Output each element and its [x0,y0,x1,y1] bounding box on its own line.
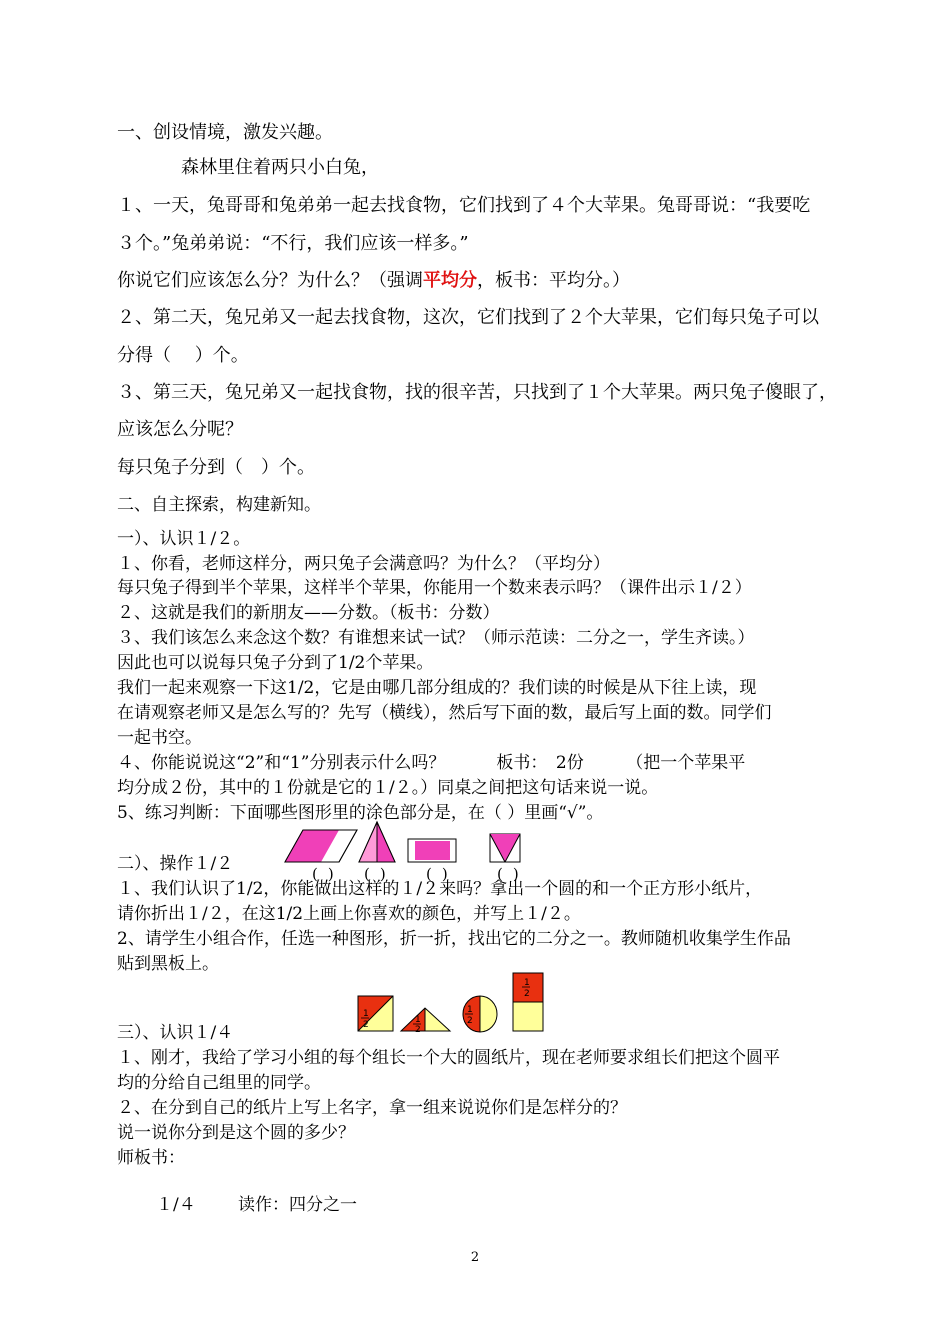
sub3-line-5: 师板书： [117,1148,185,1168]
board-reading: 读作：四分之一 [238,1195,357,1215]
section1-intro: 森林里住着两只小白兔， [181,157,379,178]
sub1-line-8: 一起书空。 [117,728,202,748]
sub1-line-11: 5、练习判断：下面哪些图形里的涂色部分是，在（ ）里画“√”。 [117,803,604,823]
work-circle-light [480,996,497,1032]
sub1-line-10: 均分成２份，其中的１份就是它的１/２。）同桌之间把这句话来说一说。 [117,778,659,798]
subsection-3-heading: 三）、认识１/４ [117,1023,234,1043]
paragraph-3-line-2: 应该怎么分呢？ [117,419,243,440]
paren-close: ) [512,865,519,883]
sub1-line-1: １、你看，老师这样分，两只兔子会满意吗？为什么？（平均分） [117,554,610,574]
work-triangle-fraction-num: 1 [415,1015,421,1025]
sub1-line-9: ４、你能说说这“2”和“1”分别表示什么吗？ 板书： 2份 （把一个苹果平 [117,753,746,773]
paren-open: ( [426,865,432,883]
subsection-2-heading: 二）、操作１/２ [117,854,234,874]
sub2-line-4: 贴到黑板上。 [117,954,219,974]
question-1-before: 你说它们应该怎么分？为什么？（强调 [117,270,423,291]
highlight-average-division: 平均分 [423,270,477,291]
sub1-line-5: 因此也可以说每只兔子分到了1/2个苹果。 [117,653,434,673]
question-1 [117,270,630,292]
work-square-fraction-den: 2 [363,1020,369,1030]
parallelogram-shaded-part [285,830,339,862]
square-shaded-part [490,834,520,862]
sub1-line-6: 我们一起来观察一下这1/2，它是由哪几部分组成的？我们读的时候是从下往上读，现 [117,678,757,698]
sub1-line-7: 在请观察老师又是怎么写的？先写（横线），然后写下面的数，最后写上面的数。同学们 [117,703,772,723]
question-3: 每只兔子分到（ ）个。 [117,457,315,478]
work-rect-fraction-num: 1 [524,978,530,988]
sub3-line-1: １、刚才，我给了学习小组的每个组长一个大的圆纸片，现在老师要求组长们把这个圆平 [117,1048,780,1068]
section2-heading: 二、自主探索，构建新知。 [117,495,321,515]
board-fraction: １/４ [156,1195,196,1215]
paren-close: ) [327,865,334,883]
paren-open: ( [497,865,503,883]
page-number: 2 [470,1250,480,1265]
work-triangle-fraction-den: 2 [415,1025,421,1035]
sub3-line-4: 说一说你分到是这个圆的多少？ [117,1123,355,1143]
student-work-shapes [355,970,550,1035]
work-circle-fraction-num: 1 [467,1005,473,1015]
work-square-fraction-num: 1 [363,1009,369,1019]
paragraph-1-line-2: ３个。”兔弟弟说：“不行，我们应该一样多。” [117,233,469,254]
sub1-line-4: ３、我们该怎么来念这个数？有谁想来试一试？（师示范读：二分之一，学生齐读。） [117,628,755,648]
sub3-line-3: ２、在分到自己的纸片上写上名字，拿一组来说说你们是怎样分的？ [117,1098,627,1118]
work-rect-fraction-den: 2 [524,989,530,999]
work-circle-fraction-den: 2 [467,1016,473,1026]
paren-open: ( [312,865,318,883]
section1-heading: 一、创设情境，激发兴趣。 [117,122,333,143]
sub1-line-2: 每只兔子得到半个苹果，这样半个苹果，你能用一个数来表示吗？（课件出示１/２） [117,578,752,598]
paren-open: ( [364,865,370,883]
question-1-after: ，板书：平均分。） [477,270,630,291]
paragraph-3-line-1: ３、第三天，兔兄弟又一起找食物，找的很辛苦，只找到了１个大苹果。两只兔子傻眼了， [117,382,837,403]
paren-close: ) [441,865,448,883]
paragraph-2-line-1: ２、第二天，兔兄弟又一起去找食物，这次，它们找到了２个大苹果，它们每只兔子可以 [117,307,819,328]
rectangle-shaded-part [415,841,450,860]
paren-close: ) [379,865,386,883]
work-rect-light [513,1002,543,1031]
sub3-line-2: 均的分给自己组里的同学。 [117,1073,321,1093]
paragraph-2-line-2: 分得（ ）个。 [117,345,249,366]
paragraph-1-line-1: １、一天，兔哥哥和兔弟弟一起去找食物，它们找到了４个大苹果。兔哥哥说：“我要吃 [117,195,811,216]
sub2-line-3: 2、请学生小组合作，任选一种图形，折一折，找出它的二分之一。教师随机收集学生作品 [117,929,791,949]
sub1-line-3: ２、这就是我们的新朋友——分数。（板书：分数） [117,603,500,623]
sub2-line-2: 请你折出１/２，在这1/2上画上你喜欢的颜色，并写上１/２。 [117,904,581,924]
subsection-1-heading: 一）、认识１/２。 [117,529,251,549]
sub2-line-1: １、我们认识了1/2，你能做出这样的１/２来吗？拿出一个圆的和一个正方形小纸片， [117,879,763,899]
